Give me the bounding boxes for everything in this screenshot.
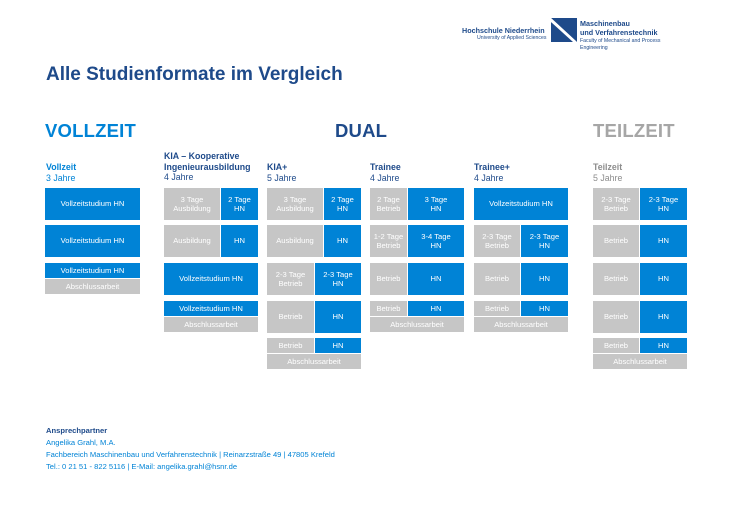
cell-line: HN <box>332 279 344 288</box>
kia-year1-ausbildung <box>164 188 220 220</box>
column-duration: 4 Jahre <box>474 172 504 183</box>
kiaplus-year4-hn: HN <box>315 301 361 333</box>
cell-line: 1-2 Tage <box>373 231 404 241</box>
teilzeit-year2-hn: HN <box>640 225 687 257</box>
column-name: Vollzeit <box>46 162 77 172</box>
kiaplus-year2-ausbildung: Ausbildung <box>267 225 323 257</box>
trainee-year2-betrieb <box>370 225 407 257</box>
column-name: Trainee+ <box>474 162 510 172</box>
traineeplus-year3-hn: HN <box>521 263 568 295</box>
hochschule-name: Hochschule Niederrhein <box>462 26 545 35</box>
column-header-teilzeit <box>593 162 622 183</box>
teilzeit-year3-hn: HN <box>640 263 687 295</box>
cell-line: 3 Tage <box>180 194 204 204</box>
category-vollzeit: VOLLZEIT <box>45 120 137 141</box>
category-teilzeit: TEILZEIT <box>593 120 675 141</box>
trainee-year3-hn: HN <box>408 263 464 295</box>
trainee-year2-hn <box>408 225 464 257</box>
teilzeit-year5-betrieb: Betrieb <box>593 338 639 353</box>
kiaplus-year3-betrieb <box>267 263 314 295</box>
traineeplus-thesis-cell: Abschlussarbeit <box>474 317 568 332</box>
kiaplus-year3-hn <box>315 263 361 295</box>
cell-line: Betrieb <box>278 279 303 288</box>
kiaplus-year5-hn: HN <box>315 338 361 353</box>
traineeplus-year1-cell: Vollzeitstudium HN <box>474 188 568 220</box>
column-name-line2: Ingenieurausbildung <box>164 161 251 172</box>
column-header-traineeplus <box>474 162 510 183</box>
trainee-year1-betrieb <box>370 188 407 220</box>
kia-year1-hn <box>221 188 258 220</box>
faculty-name-2: und Verfahrenstechnik <box>580 27 658 37</box>
column-duration: 3 Jahre <box>46 172 76 183</box>
kiaplus-year4-betrieb: Betrieb <box>267 301 314 333</box>
vollzeit-year1-cell: Vollzeitstudium HN <box>45 188 140 220</box>
teilzeit-thesis-cell: Abschlussarbeit <box>593 354 687 369</box>
column-name: Trainee <box>370 162 401 172</box>
teilzeit-year1-betrieb <box>593 188 639 220</box>
kiaplus-year1-ausbildung <box>267 188 323 220</box>
cell-line: 2-3 Tage <box>482 231 512 241</box>
trainee-year4-hn: HN <box>408 301 464 316</box>
cell-line: 2-3 Tage <box>323 269 353 279</box>
teilzeit-year2-betrieb: Betrieb <box>593 225 639 257</box>
cell-line: HN <box>430 241 442 250</box>
faculty-logo <box>580 20 690 51</box>
cell-line: 3 Tage <box>424 194 448 204</box>
vollzeit-year2-cell: Vollzeitstudium HN <box>45 225 140 257</box>
faculty-name-1: Maschinenbau <box>580 19 630 28</box>
cell-line: Ausbildung <box>173 204 211 213</box>
faculty-subtitle-2: Engineering <box>580 44 608 51</box>
category-dual: DUAL <box>335 120 388 141</box>
trainee-year3-betrieb: Betrieb <box>370 263 407 295</box>
cell-line: HN <box>337 204 348 213</box>
column-duration: 4 Jahre <box>164 172 194 182</box>
kiaplus-year5-betrieb: Betrieb <box>267 338 314 353</box>
cell-line: Ausbildung <box>276 204 314 213</box>
cell-line: 3-4 Tage <box>421 231 451 241</box>
kiaplus-year1-hn <box>324 188 361 220</box>
cell-line: 2 Tage <box>377 194 400 204</box>
cell-line: HN <box>658 204 669 213</box>
trainee-thesis-cell: Abschlussarbeit <box>370 317 464 332</box>
cell-line: 2-3 Tage <box>648 194 679 204</box>
teilzeit-year4-betrieb: Betrieb <box>593 301 639 333</box>
trainee-year4-betrieb: Betrieb <box>370 301 407 316</box>
kia-year4-cell: Vollzeitstudium HN <box>164 301 258 316</box>
contact-heading: Ansprechpartner <box>46 426 108 435</box>
kiaplus-thesis-cell: Abschlussarbeit <box>267 354 361 369</box>
hochschule-subtitle: University of Applied Sciences <box>477 35 547 41</box>
traineeplus-year2-betrieb <box>474 225 520 257</box>
cell-line: 2-3 Tage <box>275 269 306 279</box>
contact-address: Fachbereich Maschinenbau und Verfahrenstechnik | Reinarzstraße 49 | 47805 Krefeld <box>46 450 335 459</box>
column-name: Teilzeit <box>593 162 623 172</box>
page-title: Alle Studienformate im Vergleich <box>46 64 343 85</box>
cell-line: Betrieb <box>484 241 510 250</box>
column-header-kiaplus <box>267 162 296 183</box>
faculty-logo-mark <box>551 18 577 42</box>
column-name: KIA+ <box>267 162 288 172</box>
vollzeit-thesis-cell: Abschlussarbeit <box>45 279 140 294</box>
teilzeit-year3-betrieb: Betrieb <box>593 263 639 295</box>
cell-line: HN <box>430 204 442 213</box>
kia-year3-cell: Vollzeitstudium HN <box>164 263 258 295</box>
contact-name: Angelika Grahl, M.A. <box>46 438 116 447</box>
hochschule-logo <box>462 26 562 42</box>
column-header-vollzeit <box>46 162 76 183</box>
cell-line: 2 Tage <box>228 194 251 204</box>
kiaplus-year2-hn: HN <box>324 225 361 257</box>
column-header-kia <box>164 151 251 183</box>
traineeplus-year4-hn: HN <box>521 301 568 316</box>
kia-year2-hn: HN <box>221 225 258 257</box>
cell-line: 3 Tage <box>283 194 307 204</box>
column-duration: 5 Jahre <box>593 172 623 183</box>
column-duration: 5 Jahre <box>267 172 297 183</box>
vollzeit-year3-cell: Vollzeitstudium HN <box>45 263 140 278</box>
cell-line: Betrieb <box>376 204 401 213</box>
column-name-line1: KIA – Kooperative <box>164 151 240 161</box>
trainee-year1-hn <box>408 188 464 220</box>
traineeplus-year3-betrieb: Betrieb <box>474 263 520 295</box>
cell-line: 2-3 Tage <box>601 194 631 204</box>
contact-block <box>46 425 335 473</box>
cell-line: 2-3 Tage <box>529 231 560 241</box>
traineeplus-year4-betrieb: Betrieb <box>474 301 520 316</box>
cell-line: Betrieb <box>603 204 629 213</box>
cell-line: Betrieb <box>376 241 401 250</box>
teilzeit-year1-hn <box>640 188 687 220</box>
teilzeit-year4-hn: HN <box>640 301 687 333</box>
teilzeit-year5-hn: HN <box>640 338 687 353</box>
faculty-subtitle-1: Faculty of Mechanical and Process <box>580 38 661 44</box>
column-duration: 4 Jahre <box>370 172 400 183</box>
cell-line: 2 Tage <box>331 194 354 204</box>
cell-line: HN <box>234 204 245 213</box>
kia-year2-ausbildung: Ausbildung <box>164 225 220 257</box>
column-header-trainee <box>370 162 401 183</box>
kia-thesis-cell: Abschlussarbeit <box>164 317 258 332</box>
contact-phone-email: Tel.: 0 21 51 - 822 5116 | E-Mail: angelika.grahl@hsnr.de <box>46 462 238 471</box>
cell-line: HN <box>539 241 550 250</box>
traineeplus-year2-hn <box>521 225 568 257</box>
